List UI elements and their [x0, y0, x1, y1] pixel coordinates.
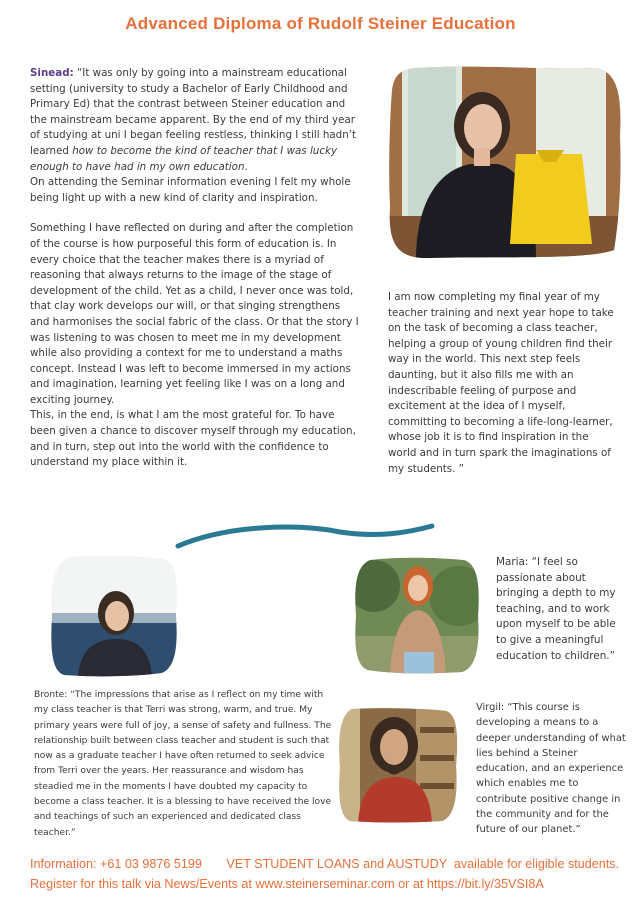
sinead-name: Sinead:: [30, 67, 74, 79]
wave-divider: [170, 522, 440, 550]
bronte-photo: [50, 555, 178, 677]
sinead-paragraph-1: [30, 66, 360, 175]
virgil-testimonial: Virgil: “This course is developing a means to a deeper understanding of what lies behind a Steiner education, and an experience which enables me to contribute positive change in the community and for the future of our planet.”: [476, 702, 626, 836]
virgil-photo: [338, 707, 458, 823]
sinead-paragraph-4: This, in the end, is what I am the most grateful for. To have been given a chance to discover myself through my education, and in turn, step out into the world with the confidence to understand my place within it.: [30, 409, 356, 469]
sinead-testimonial: [30, 66, 360, 471]
sinead-paragraph-5: I am now completing my final year of my teacher training and next year hope to take on the task of becoming a class teacher, helping a group of young children find their way in the world. This next step feels daunting, but it also fills me with an indescribable feeling of purpose and excitement at the idea of I myself, committing to becoming a life-long-learner, whose job it is to find inspiration in the world and in turn spark the imaginations of my students. ”: [388, 291, 614, 475]
footer-info: [30, 854, 640, 894]
sinead-p1-text: “It was only by going into a mainstream educational setting (university to study a Bachelor of Early Childhood and Primary Ed) that the contrast between Steiner education and the mainstream became apparent. By the end of my third year of studying at uni I began feeling restless, thinking I still hadn’t learned: [30, 67, 357, 157]
maria-testimonial: Maria: “I feel so passionate about bringing a depth to my teaching, and to work upon myself to be able to give a meaningful education to children.”: [496, 556, 616, 662]
maria-photo: [354, 556, 480, 674]
sinead-p1-emphasis: how to become the kind of teacher that I was lucky enough to have had in my own education: [30, 144, 338, 173]
sinead-paragraph-2: On attending the Seminar information evening I felt my whole being light up with a new kind of clarity and inspiration.: [30, 176, 351, 204]
footer-line-2[interactable]: Register for this talk via News/Events at www.steinerseminar.com or at https://bit.ly/35VSI8A: [30, 877, 544, 891]
sinead-photo: [386, 66, 622, 260]
footer-line-1: [30, 854, 640, 874]
page-title: Advanced Diploma of Rudolf Steiner Education: [125, 14, 516, 33]
sinead-p1-end: .: [244, 160, 248, 173]
footer-loans: VET STUDENT LOANS and AUSTUDY available for eligible students.: [226, 857, 620, 871]
bronte-testimonial: Bronte: “The impressions that arise as I reflect on my time with my class teacher is that Terri was strong, warm, and true. My primary years were full of joy, a sense of safety and fullness. The relationship built between class teacher and student is such that now as a graduate teacher I have often returned to seek advice from Terri over the years. Her reassurance and wisdom has steadied me in the moments I have doubted my capacity to become a class teacher. It is a blessing to have received the love and teachings of such an experienced and dedicated class teacher.”: [34, 690, 332, 838]
footer-phone: Information: +61 03 9876 5199: [30, 857, 202, 871]
sinead-paragraph-3: Something I have reflected on during and after the completion of the course is how purposeful this form of education is. In every choice that the teacher makes there is a myriad of reasoning that always returns to the image of the stage of development of the child. Yet as a child, I never once was told, that clay work develops our will, or that singing strengthens and harmonises the social fabric of the class. Or that the story I was listening to was chosen to meet me in my development while also providing a context for me to understand a maths concept. Instead I was left to become immersed in my actions and imagination, learning yet feeling like I was on a long and exciting journey.: [30, 222, 359, 406]
